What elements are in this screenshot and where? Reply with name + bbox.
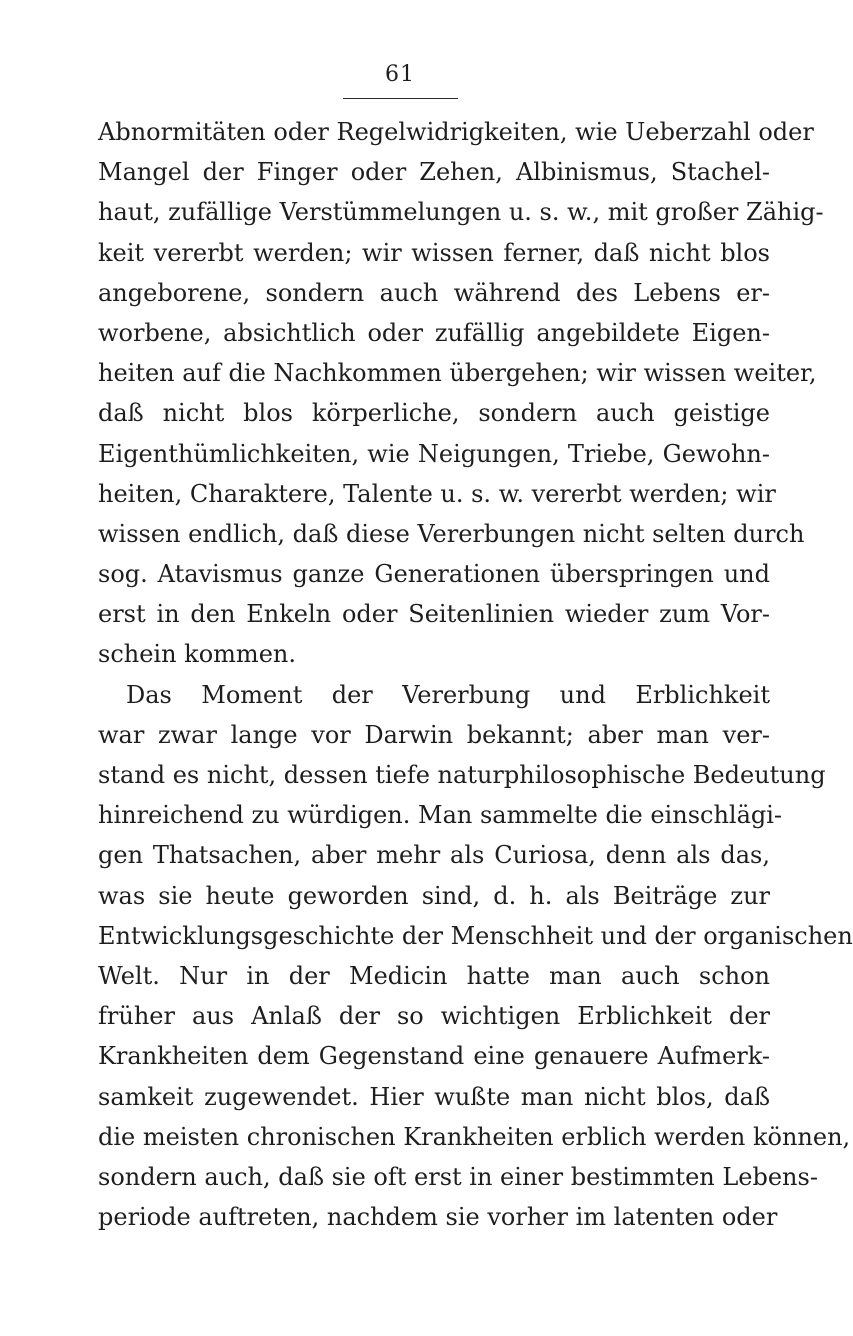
text-line: erst in den Enkeln oder Seitenlinien wieder zum Vor- [98,600,770,629]
text-line: angeborene, sondern auch während des Lebens er- [98,278,770,307]
text-line: wissen endlich, daß diese Vererbungen nicht selten durch [98,519,805,548]
page-number: 61 [385,62,415,87]
text-line: daß nicht blos körperliche, sondern auch geistige [98,399,770,428]
paragraph-start-line: Das Moment der Vererbung und Erblichkeit [126,680,770,709]
text-line: gen Thatsachen, aber mehr als Curiosa, denn als das, [98,841,770,870]
text-line: sog. Atavismus ganze Generationen überspringen und [98,560,770,589]
text-line: die meisten chronischen Krankheiten erblich werden können, [98,1122,851,1151]
text-line: früher aus Anlaß der so wichtigen Erblichkeit der [98,1002,770,1031]
text-line: was sie heute geworden sind, d. h. als Beiträge zur [98,881,770,910]
body-text [98,112,853,1237]
text-line: Entwicklungsgeschichte der Menschheit und der organischen [98,921,853,950]
text-line: Welt. Nur in der Medicin hatte man auch schon [98,961,770,990]
page-number-rule [343,98,458,99]
text-line: samkeit zugewendet. Hier wußte man nicht blos, daß [98,1082,770,1111]
text-line: stand es nicht, dessen tiefe naturphilosophische Bedeutung [98,761,826,789]
text-line: Mangel der Finger oder Zehen, Albinismus, Stachel- [98,158,770,187]
text-line: keit vererbt werden; wir wissen ferner, daß nicht blos [98,238,770,267]
text-line: haut, zufällige Verstümmelungen u. s. w., mit großer Zähig- [98,198,824,227]
text-line: heiten, Charaktere, Talente u. s. w. vererbt werden; wir [98,479,776,508]
text-line: sondern auch, daß sie oft erst in einer bestimmten Lebens- [98,1162,818,1191]
text-line: hinreichend zu würdigen. Man sammelte die einschlägi- [98,801,783,830]
text-line: Abnormitäten oder Regelwidrigkeiten, wie Ueberzahl oder [98,118,814,146]
text-line: worbene, absichtlich oder zufällig angebildete Eigen- [98,318,770,347]
paragraph-end-line: schein kommen. [98,640,296,669]
text-line: heiten auf die Nachkommen übergehen; wir wissen weiter, [98,359,817,388]
text-line: war zwar lange vor Darwin bekannt; aber man ver- [98,720,770,749]
text-line: Eigenthümlichkeiten, wie Neigungen, Triebe, Gewohn- [98,439,770,468]
text-line: periode auftreten, nachdem sie vorher im latenten oder [98,1203,778,1232]
text-line: Krankheiten dem Gegenstand eine genauere Aufmerk- [98,1042,770,1071]
